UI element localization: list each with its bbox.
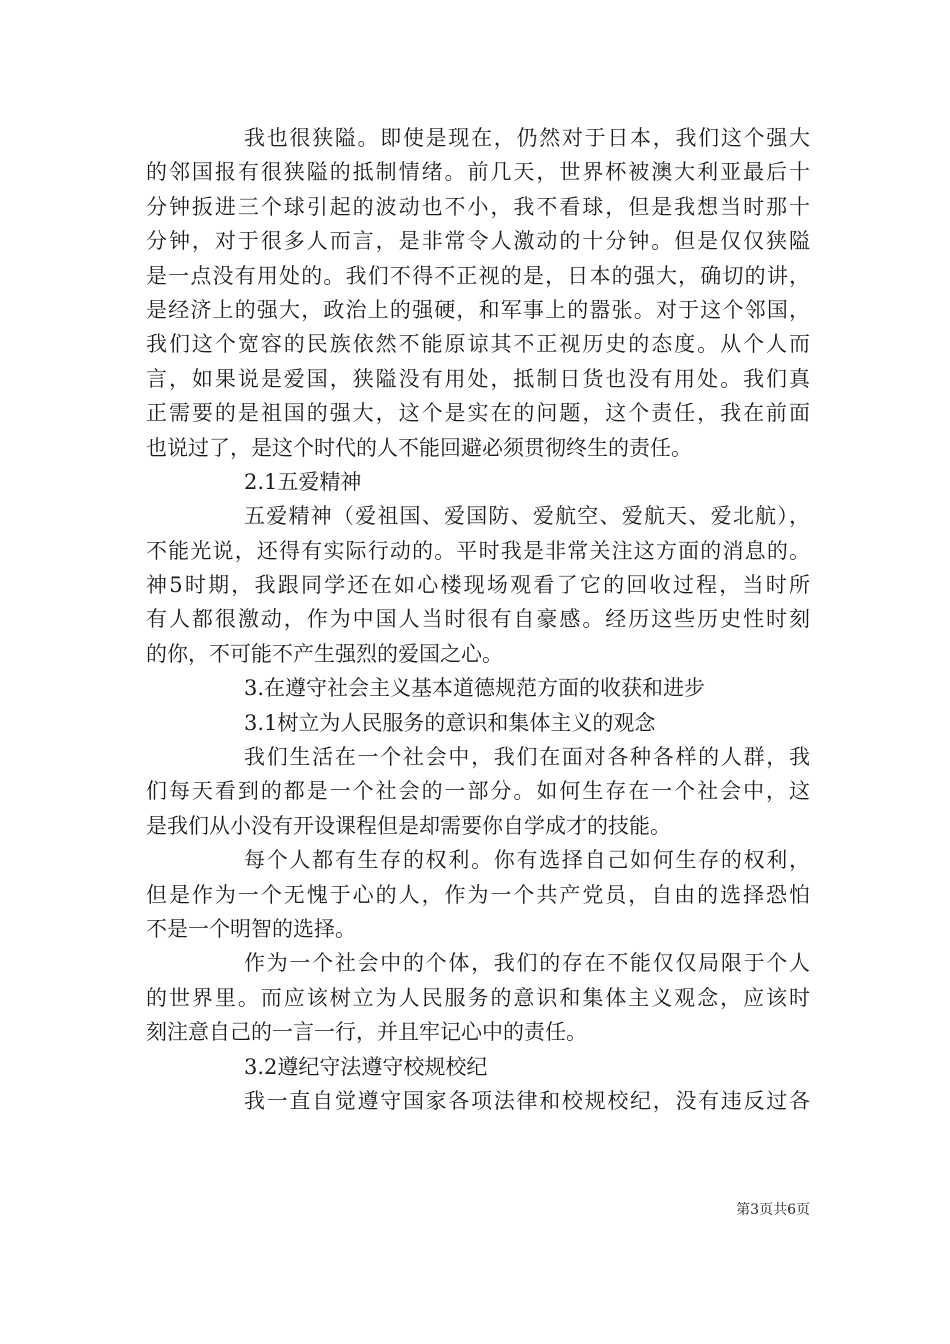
- text-line: 刻注意自己的一言一行，并且牢记心中的责任。: [146, 1020, 587, 1045]
- text-line: 2.1五爱精神: [244, 469, 362, 494]
- text-line: 正需要的是祖国的强大，这个是实在的问题，这个责任，我在前面: [146, 401, 810, 426]
- text-line: 3.1树立为人民服务的意识和集体主义的观念: [244, 710, 656, 735]
- text-line: 有人都很激动，作为中国人当时很有自豪感。经历这些历史性时刻: [146, 607, 810, 632]
- text-line: 3.2遵纪守法遵守校规校纪: [244, 1054, 488, 1079]
- text-line: 我们生活在一个社会中，我们在面对各种各样的人群，我: [244, 745, 810, 770]
- text-line: 3.在遵守社会主义基本道德规范方面的收获和进步: [244, 676, 706, 701]
- text-line: 分钟，对于很多人而言，是非常令人激动的十分钟。但是仅仅狭隘: [146, 229, 810, 254]
- text-line: 我们这个宽容的民族依然不能原谅其不正视历史的态度。从个人而: [146, 332, 810, 357]
- text-line: 是一点没有用处的。我们不得不正视的是，日本的强大，确切的讲，: [146, 263, 810, 288]
- text-line: 我一直自觉遵守国家各项法律和校规校纪，没有违反过各: [244, 1088, 810, 1113]
- text-line: 是经济上的强大，政治上的强硬，和军事上的嚣张。对于这个邻国，: [146, 297, 810, 322]
- text-line: 神5时期，我跟同学还在如心楼现场观看了它的回收过程，当时所: [146, 573, 810, 598]
- text-line: 我也很狭隘。即使是现在，仍然对于日本，我们这个强大: [244, 126, 810, 150]
- text-line: 们每天看到的都是一个社会的一部分。如何生存在一个社会中，这: [146, 779, 810, 804]
- text-line: 言，如果说是爱国，狭隘没有用处，抵制日货也没有用处。我们真: [146, 366, 810, 391]
- text-line: 分钟扳进三个球引起的波动也不小，我不看球，但是我想当时那十: [146, 194, 810, 219]
- text-line: 也说过了，是这个时代的人不能回避必须贯彻终生的责任。: [146, 435, 692, 460]
- text-line: 作为一个社会中的个体，我们的存在不能仅仅局限于个人: [244, 951, 810, 976]
- text-line: 的你，不可能不产生强烈的爱国之心。: [146, 641, 503, 666]
- text-line: 是我们从小没有开设课程但是却需要你自学成才的技能。: [146, 813, 671, 838]
- document-body: [146, 121, 810, 1118]
- text-line: 五爱精神（爱祖国、爱国防、爱航空、爱航天、爱北航），: [244, 504, 810, 529]
- text-line: 每个人都有生存的权利。你有选择自己如何生存的权利，: [244, 848, 810, 873]
- text-line: 的邻国报有很狭隘的抵制情绪。前几天，世界杯被澳大利亚最后十: [146, 160, 810, 185]
- text-line: 但是作为一个无愧于心的人，作为一个共产党员，自由的选择恐怕: [146, 882, 810, 907]
- text-line: 不是一个明智的选择。: [146, 916, 356, 941]
- page-footer: 第3页共6页: [736, 1202, 810, 1218]
- text-line: 的世界里。而应该树立为人民服务的意识和集体主义观念，应该时: [146, 985, 810, 1010]
- text-line: 不能光说，还得有实际行动的。平时我是非常关注这方面的消息的。: [146, 538, 810, 563]
